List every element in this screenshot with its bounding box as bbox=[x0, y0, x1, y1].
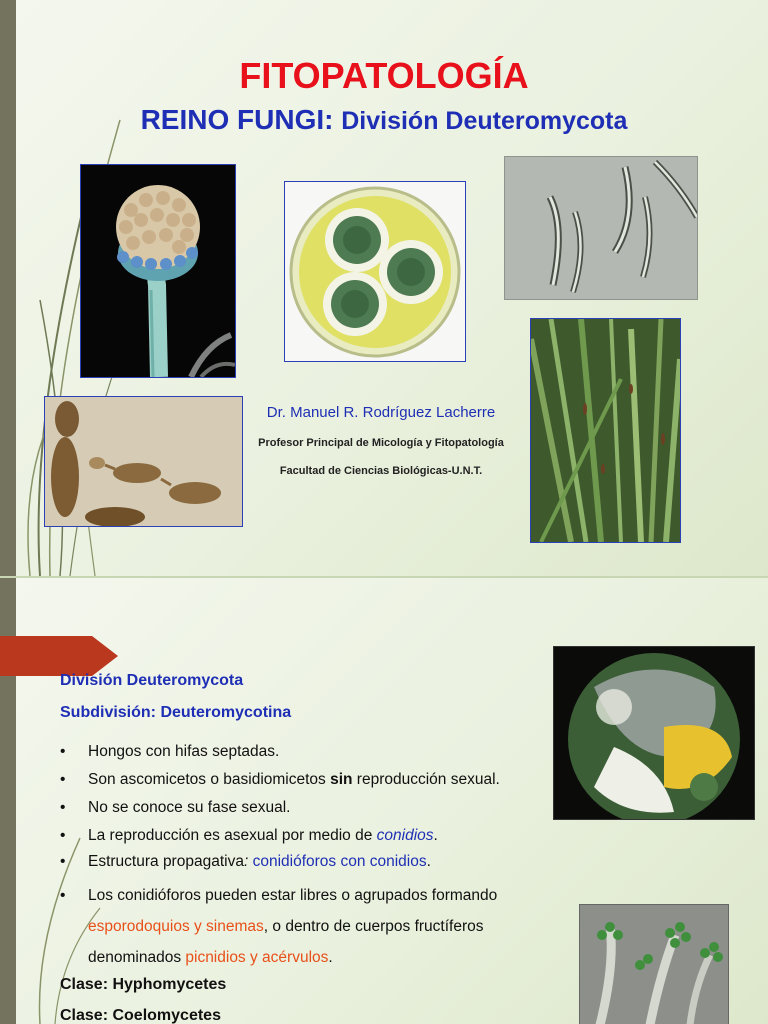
moldy-fruit-photo bbox=[553, 646, 755, 820]
subdivision-heading: Subdivisión: Deuteromycotina bbox=[60, 704, 292, 721]
author-role: Profesor Principal de Micología y Fitopatología bbox=[258, 437, 504, 449]
list-item: • Hongos con hifas septadas. bbox=[60, 738, 560, 766]
division-label: División Deuteromycota bbox=[341, 107, 628, 135]
characteristics-list bbox=[60, 738, 560, 973]
slide-title: FITOPATOLOGÍA bbox=[239, 55, 529, 96]
fusarium-spores-photo bbox=[504, 156, 698, 300]
class-coelomycetes: Clase: Coelomycetes bbox=[60, 1007, 221, 1024]
list-item: • Son ascomicetos o basidiomicetos sin reproducción sexual. bbox=[60, 766, 560, 794]
alternaria-conidia-photo bbox=[44, 396, 243, 527]
infected-rice-leaves-photo bbox=[530, 318, 681, 543]
list-item: • Estructura propagativa: conidióforos con conidios. bbox=[60, 850, 560, 874]
list-item: • La reproducción es asexual por medio de conidios. bbox=[60, 822, 560, 850]
division-heading: División Deuteromycota bbox=[60, 672, 244, 689]
petri-dish-colonies-photo bbox=[284, 181, 466, 362]
list-item: • Los conidióforos pueden estar libres o agrupados formando esporodoquios y sinemas, o dentro de cuerpos fructíferos denominados picnidios y acérvulos. bbox=[60, 880, 560, 973]
slide-subtitle bbox=[0, 104, 768, 136]
list-item: • No se conoce su fase sexual. bbox=[60, 794, 560, 822]
kingdom-label: REINO FUNGI: bbox=[140, 104, 334, 135]
author-faculty: Facultad de Ciencias Biológicas-U.N.T. bbox=[279, 465, 483, 477]
aspergillus-conidiophore-photo bbox=[80, 164, 236, 378]
content-slide bbox=[0, 578, 768, 1024]
penicillium-sem-photo bbox=[579, 904, 729, 1024]
class-hyphomycetes: Clase: Hyphomycetes bbox=[60, 976, 227, 993]
author-name: Dr. Manuel R. Rodríguez Lacherre bbox=[266, 404, 496, 421]
